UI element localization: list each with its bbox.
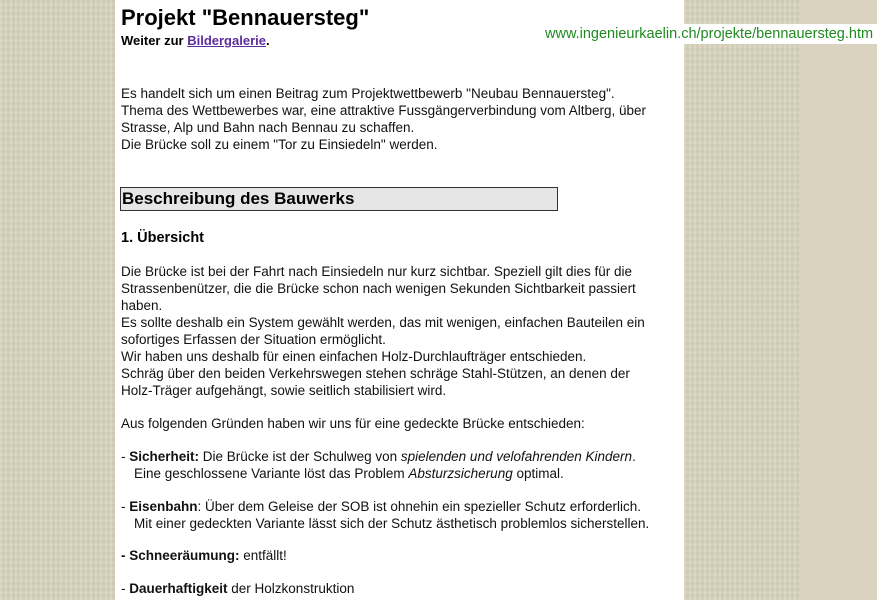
- subsection-heading: 1. Übersicht: [121, 230, 204, 246]
- page-content: [115, 0, 874, 600]
- bullet-eisenbahn: [121, 498, 649, 532]
- intro-line: Thema des Wettbewerbes war, eine attraktive Fussgängerverbindung vom Altberg, über: [121, 103, 647, 118]
- bullet-continuation: Mit einer gedeckten Variante lässt sich der Schutz ästhetisch problemlos sicherstellen.: [134, 516, 650, 531]
- description-line: Wir haben uns deshalb für einen einfachen Holz-Durchlaufträger entschieden.: [121, 349, 587, 364]
- bullet-dash: -: [121, 449, 130, 464]
- bullet-label: Sicherheit:: [129, 449, 200, 464]
- bullet-label: Dauerhaftigkeit: [129, 581, 228, 596]
- bullet-text: : Über dem Geleise der SOB ist ohnehin ein spezieller Schutz erforderlich.: [197, 499, 641, 514]
- bullet-sicherheit: [121, 448, 636, 482]
- intro-paragraph: [121, 85, 646, 153]
- bullet-dauerhaftigkeit: [121, 580, 354, 597]
- description-line: Schräg über den beiden Verkehrswegen stehen schräge Stahl-Stützen, an denen der: [121, 366, 630, 381]
- bullet-text: Die Brücke ist der Schulweg von: [199, 449, 401, 464]
- bullet-text: .: [632, 449, 636, 464]
- bullet-dash: -: [121, 581, 130, 596]
- page-title: Projekt "Bennauersteg": [121, 5, 370, 30]
- gallery-line: [121, 33, 270, 48]
- bullet-label: Eisenbahn: [129, 499, 198, 514]
- description-paragraph: [121, 263, 645, 399]
- bullet-label: - Schneeräumung:: [121, 548, 240, 563]
- gallery-link[interactable]: Bildergalerie: [187, 33, 266, 48]
- intro-line: Strasse, Alp und Bahn nach Bennau zu schaffen.: [121, 120, 415, 135]
- description-line: Die Brücke ist bei der Fahrt nach Einsiedeln nur kurz sichtbar. Speziell gilt dies für die: [121, 264, 632, 279]
- background-left: [0, 0, 115, 600]
- intro-line: Es handelt sich um einen Beitrag zum Projektwettbewerb "Neubau Bennauersteg".: [121, 86, 615, 101]
- bullet-emphasis: spielenden und velofahrenden Kindern: [400, 449, 633, 464]
- section-heading: Beschreibung des Bauwerks: [122, 189, 355, 208]
- url-banner: www.ingenieurkaelin.ch/projekte/bennauersteg.htm: [541, 24, 877, 44]
- bullet-schneeraeumung: [121, 547, 287, 564]
- description-line: haben.: [121, 298, 163, 313]
- intro-line: Die Brücke soll zu einem "Tor zu Einsiedeln" werden.: [121, 137, 438, 152]
- description-line: Holz-Träger aufgehängt, sowie seitlich stabilisiert wird.: [121, 383, 447, 398]
- bullet-dash: -: [121, 499, 130, 514]
- bullet-text: optimal.: [512, 466, 564, 481]
- bullet-emphasis: Absturzsicherung: [408, 466, 513, 481]
- bullet-text: entfällt!: [239, 548, 287, 563]
- background-right: [684, 0, 800, 600]
- bullet-continuation: [121, 465, 564, 482]
- gallery-suffix: .: [265, 33, 270, 48]
- section-heading-box: [120, 187, 558, 211]
- bullet-text: der Holzkonstruktion: [227, 581, 355, 596]
- description-line: Es sollte deshalb ein System gewählt werden, das mit wenigen, einfachen Bauteilen ein: [121, 315, 645, 330]
- description-line: sofortiges Erfassen der Situation ermöglicht.: [121, 332, 386, 347]
- description-line: Strassenbenützer, die die Brücke schon nach wenigen Sekunden Sichtbarkeit passiert: [121, 281, 636, 296]
- gallery-prefix: Weiter zur: [121, 33, 188, 48]
- reasons-intro: Aus folgenden Gründen haben wir uns für eine gedeckte Brücke entschieden:: [121, 416, 585, 431]
- bullet-text: Eine geschlossene Variante löst das Problem: [134, 466, 409, 481]
